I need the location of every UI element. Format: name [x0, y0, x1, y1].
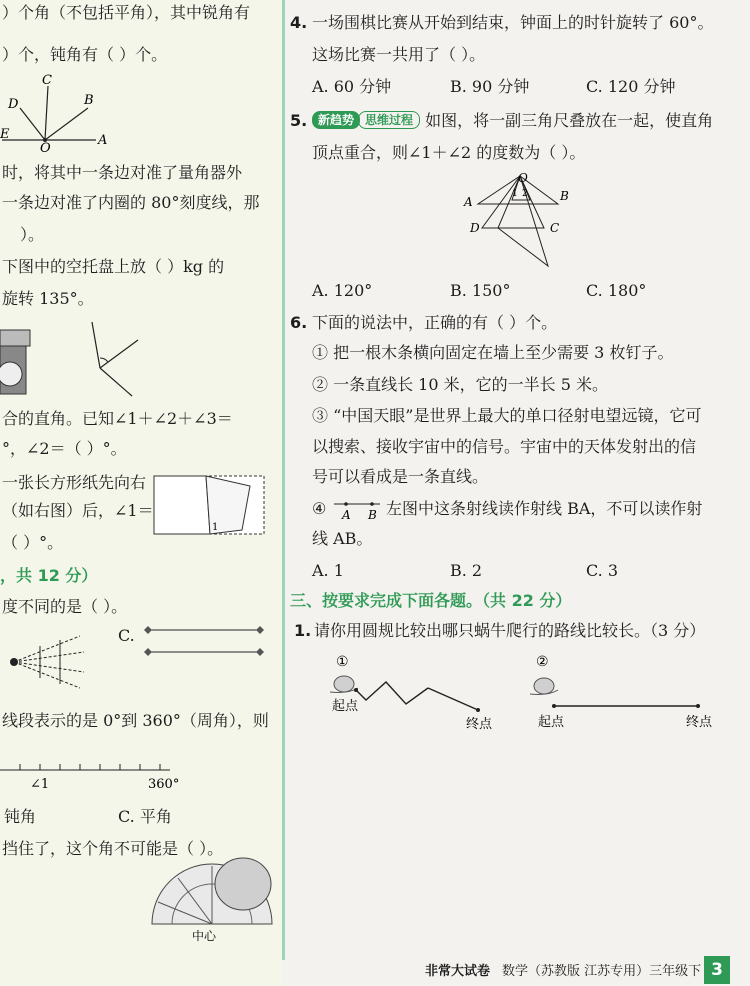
protractor-figure	[148, 842, 278, 942]
q4-text: 一场围棋比赛从开始到结束，钟面上的时针旋转了 60°。	[312, 13, 714, 32]
q6-statement-4: 左图中这条射线读作射线 BA，不可以读作射	[386, 499, 703, 518]
q6-statement-1: ① 把一根木条横向固定在墙上至少需要 3 枚钉子。	[312, 343, 674, 362]
protractor-center-label: 中心	[192, 929, 217, 942]
q5-text: 如图，将一副三角尺叠放在一起，使直角	[425, 111, 714, 130]
q6-statement-3c: 号可以看成是一条直线。	[312, 467, 489, 486]
angle-number-line	[0, 740, 200, 790]
point-c-label: C	[42, 73, 52, 88]
s3-q1-text: 请你用圆规比较出哪只蜗牛爬行的路线比较长。（3 分）	[314, 621, 706, 640]
snail-paths-figure	[318, 648, 748, 738]
q4-text-2: 这场比赛一共用了（ ）。	[312, 45, 486, 64]
ray-ab-figure	[332, 496, 384, 522]
left-line-10: 一张长方形纸先向右	[2, 473, 147, 492]
ray-point-a: A	[342, 508, 351, 522]
q6-statement-3b: 以搜索、接收宇宙中的信号。宇宙中的天体发射出的信	[312, 437, 697, 456]
fig-point-c: C	[550, 221, 560, 235]
q5-text-2: 顶点重合，则∠1＋∠2 的度数为（ ）。	[312, 143, 586, 162]
snail-2-label: ②	[536, 654, 549, 670]
thinking-process-badge: 思维过程	[358, 111, 420, 129]
q5-option-c[interactable]: C. 180°	[586, 281, 647, 300]
snail-1-label: ①	[336, 654, 349, 670]
fig-angle-2: 2	[522, 189, 528, 199]
left-line-9: °，∠2＝（ ）°。	[2, 439, 127, 458]
q6-statement-2: ② 一条直线长 10 米，它的一半长 5 米。	[312, 375, 608, 394]
q4-number: 4.	[290, 13, 308, 32]
left-line-4: 一条边对准了内圈的 80°刻度线，那	[2, 193, 260, 212]
q4-option-a[interactable]: A. 60 分钟	[312, 77, 392, 96]
left-line-6: 下图中的空托盘上放（ ）kg 的	[2, 257, 225, 276]
snail-2-start: 起点	[538, 715, 565, 730]
two-segments-figure	[140, 622, 270, 662]
option-c-straight: C. 平角	[118, 807, 172, 826]
fig-point-a: A	[464, 195, 473, 209]
angle-figure-1	[0, 72, 120, 152]
snail-2-end: 终点	[686, 715, 713, 730]
q6-statement-3a: ③ “中国天眼”是世界上最大的单口径射电望远镜，它可	[312, 406, 702, 425]
q5-option-b[interactable]: B. 150°	[450, 281, 511, 300]
folded-paper-figure	[150, 470, 270, 540]
axis-angle-label: ∠1	[30, 777, 50, 790]
option-b-obtuse: 钝角	[4, 807, 37, 826]
q5-line-1	[312, 110, 713, 132]
q4-option-c[interactable]: C. 120 分钟	[586, 77, 676, 96]
q6-statement-4b: 线 AB。	[312, 529, 373, 548]
footer-subject: 数学（苏教版 江苏专用）三年级下	[502, 964, 702, 979]
q6-text: 下面的说法中，正确的有（ ）个。	[312, 313, 558, 332]
left-line-3: 时，将其中一条边对准了量角器外	[2, 163, 243, 182]
axis-end-label: 360°	[148, 777, 180, 790]
point-e-label: E	[0, 127, 10, 142]
left-line-8: 合的直角。已知∠1＋∠2＋∠3＝	[2, 409, 233, 428]
section-two-header: ，共 12 分）	[0, 566, 98, 585]
new-trend-badge: 新趋势	[312, 111, 360, 129]
left-line-7: 旋转 135°。	[2, 289, 94, 308]
fig-point-o: O	[518, 171, 528, 185]
left-line-1: ）个角（不包括平角），其中锐角有	[2, 3, 251, 22]
q5-option-a[interactable]: A. 120°	[312, 281, 373, 300]
page-number: 3	[704, 956, 730, 984]
left-column	[0, 0, 282, 986]
section-three-header: 三、按要求完成下面各题。（共 22 分）	[290, 591, 572, 610]
left-line-5: ）。	[20, 225, 45, 244]
fig-angle-1: 1	[512, 189, 518, 199]
scale-and-angle-figure	[0, 318, 160, 398]
left-line-12: （ ）°。	[2, 533, 64, 552]
left-line-11: （如右图）后，∠1＝	[2, 501, 154, 520]
snail-1-start: 起点	[332, 699, 359, 714]
q6-number: 6.	[290, 313, 308, 332]
ray-fan-figure	[0, 622, 100, 702]
q5-number: 5.	[290, 111, 308, 130]
left-line-14: 线段表示的是 0°到 360°（周角），则	[2, 711, 269, 730]
point-o-label: O	[40, 141, 51, 152]
left-line-2: ）个，钝角有（ ）个。	[2, 45, 168, 64]
q4-option-b[interactable]: B. 90 分钟	[450, 77, 530, 96]
s3-q1-number: 1.	[294, 621, 312, 640]
option-c-label: C.	[118, 626, 135, 645]
point-a-label: A	[98, 133, 108, 148]
column-divider	[282, 0, 285, 960]
svg-text:1: 1	[212, 522, 219, 533]
footer-book-title: 非常大试卷	[425, 964, 491, 979]
snail-1-end: 终点	[466, 717, 493, 732]
q6-statement-4-num: ④	[312, 499, 327, 518]
left-line-16: 挡住了，这个角不可能是（ ）。	[2, 839, 224, 858]
point-b-label: B	[84, 93, 94, 108]
left-line-13: 度不同的是（ ）。	[2, 597, 128, 616]
right-column	[288, 0, 750, 986]
q6-option-c[interactable]: C. 3	[586, 561, 619, 580]
point-d-label: D	[8, 97, 19, 112]
q6-option-b[interactable]: B. 2	[450, 561, 483, 580]
q6-option-a[interactable]: A. 1	[312, 561, 344, 580]
ray-point-b: B	[368, 508, 377, 522]
fig-point-d: D	[470, 221, 480, 235]
triangle-rulers-figure	[458, 170, 588, 270]
fig-point-b: B	[560, 189, 569, 203]
